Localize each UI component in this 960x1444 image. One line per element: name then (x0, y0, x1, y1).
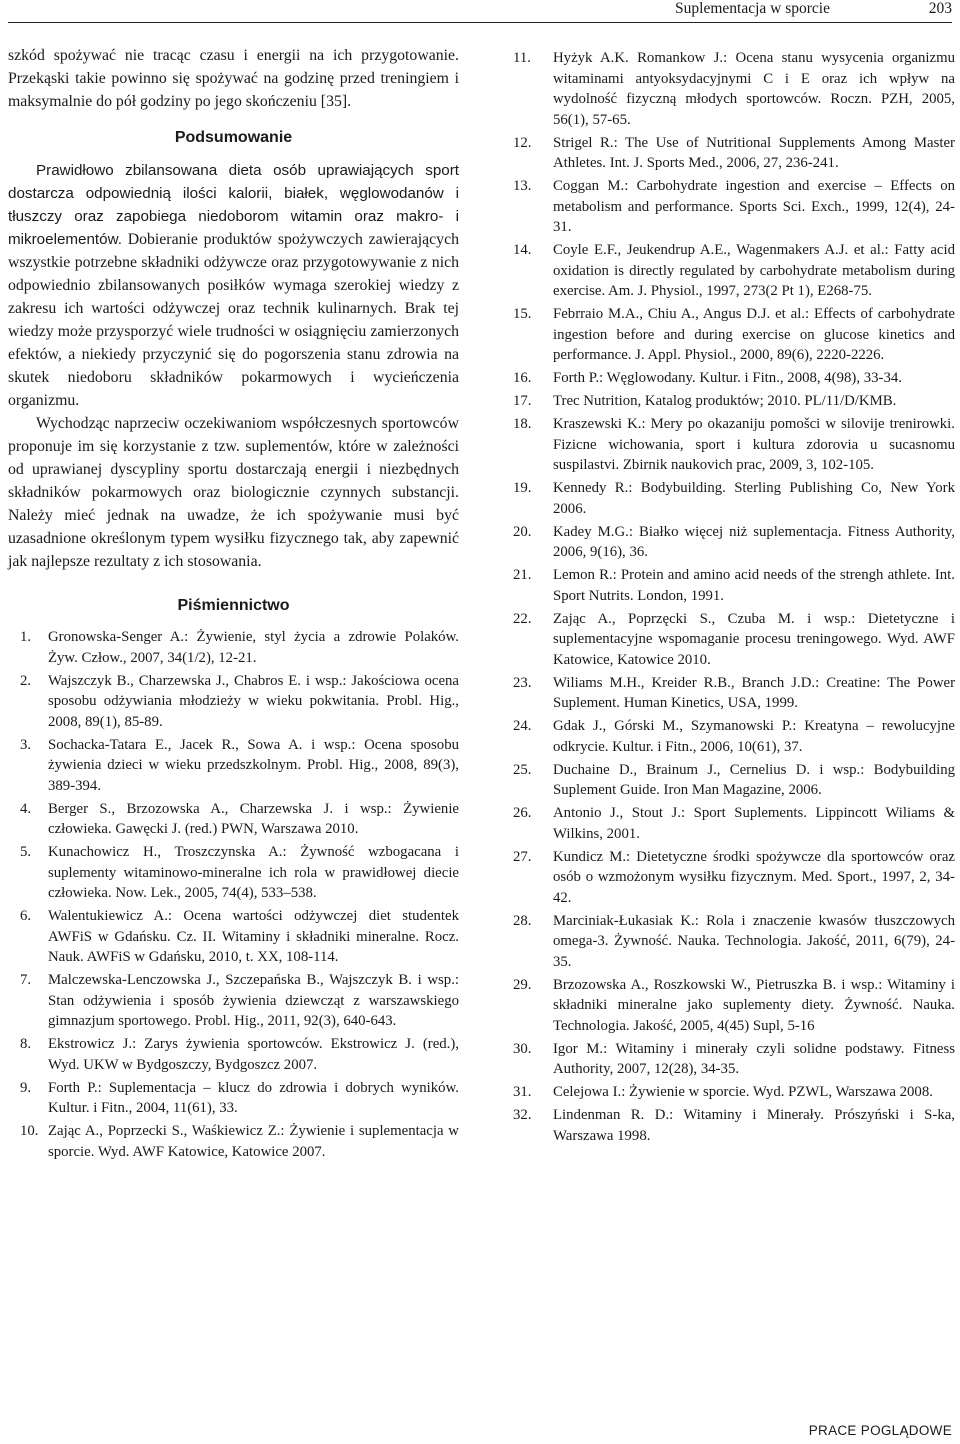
reference-number: 3. (20, 736, 32, 753)
reference-item (513, 975, 955, 1037)
reference-item (8, 799, 459, 840)
reference-item (8, 1121, 459, 1162)
reference-item (513, 240, 955, 302)
reference-item (513, 847, 955, 909)
reference-number: 24. (513, 718, 532, 734)
reference-number: 12. (513, 134, 532, 151)
reference-text: Zając A., Poprzecki S., Waśkiewicz Z.: Żywienie i suplementacja w sporcie. Wyd. AWF Katowice, Katowice 2007. (48, 1123, 459, 1160)
reference-item (513, 414, 955, 476)
reference-item (513, 803, 955, 844)
reference-text: Coggan M.: Carbohydrate ingestion and exercise – Effects on metabolism and performance. Sports Sci. Exch., 1999, 12(4), 24-31. (553, 178, 955, 235)
reference-number: 29. (513, 976, 532, 993)
reference-text: Igor M.: Witaminy i minerały czyli solidne podstawy. Fitness Authority, 2007, 12(28), 34-35. (553, 1040, 955, 1077)
summary-paragraph-1-sans: Prawidłowo zbilansowana dieta osób uprawiających sport dostarcza odpowiednią ilości kalorii, białek, węglowodanów i tłuszczy oraz zapobiega niedoborom witamin oraz makro- i mikroelementów. (8, 162, 459, 248)
intro-paragraph: szkód spożywać nie tracąc czasu i energii na ich przygotowanie. Przekąski takie powinno się spożywać na godzinę przed treningiem i maksymalnie do pół godziny po jego skończeniu [35]. (8, 47, 459, 110)
reference-number: 2. (20, 672, 32, 689)
reference-number: 1. (20, 629, 32, 645)
reference-item (513, 391, 955, 412)
reference-number: 19. (513, 480, 532, 496)
reference-text: Ekstrowicz J.: Zarys żywienia sportowców. Ekstrowicz J. (red.), Wyd. UKW w Bydgoszczy, Bydgoszcz 2007. (48, 1036, 459, 1073)
reference-item (513, 522, 955, 563)
reference-item (513, 1105, 955, 1146)
references-list-left (8, 627, 459, 1162)
reference-number: 27. (513, 848, 532, 865)
reference-item (513, 304, 955, 366)
reference-number: 22. (513, 610, 532, 627)
reference-text: Gronowska-Senger A.: Żywienie, styl życia a zdrowie Polaków. Żyw. Człow., 2007, 34(1/2), 12-21. (48, 629, 459, 666)
reference-text: Berger S., Brzozowska A., Charzewska J. i wsp.: Żywienie człowieka. Gawęcki J. (red.) PWN, Warszawa 2010. (48, 800, 459, 837)
reference-item (513, 478, 955, 519)
reference-number: 16. (513, 370, 532, 386)
reference-text: Forth P.: Węglowodany. Kultur. i Fitn., 2008, 4(98), 33-34. (553, 370, 902, 386)
reference-item (8, 671, 459, 733)
left-column (8, 44, 459, 1165)
reference-number: 23. (513, 674, 532, 691)
reference-number: 10. (20, 1123, 39, 1139)
reference-text: Kraszewski K.: Mery po okazaniju pomošci w silovije trenirowki. Fizicne wichowania, sport i kultura zdorovia u sucasnomu suspilastvi. Zbirnik naukovich prac, 2009, 3, 102-105. (553, 416, 955, 473)
reference-text: Febrraio M.A., Chiu A., Angus D.J. et al.: Effects of carbohydrate ingestion before and during exercise on glucose kinetics and performance. J. Appl. Physiol., 2000, 89(6), 2220-2226. (553, 306, 955, 363)
reference-number: 8. (20, 1036, 32, 1052)
page-header (0, 0, 960, 22)
reference-number: 21. (513, 567, 532, 583)
reference-text: Wajszczyk B., Charzewska J., Chabros E. i wsp.: Jakościowa ocena sposobu odżywiania młodzieży w wieku pokwitania. Probl. Hig., 2008, 89(1), 85-89. (48, 672, 459, 730)
reference-text: Gdak J., Górski M., Szymanowski P.: Kreatyna – rewolucyjne odkrycie. Kultur. i Fitn., 2006, 10(61), 37. (553, 718, 955, 755)
reference-number: 31. (513, 1084, 532, 1100)
reference-text: Brzozowska A., Roszkowski W., Pietruszka B. i wsp.: Witaminy i składniki mineralne jako suplementy diety. Żywność. Nauka. Technologia. Jakość, 2005, 4(45) Supl, 5-16 (553, 976, 955, 1034)
header-rule (8, 22, 952, 23)
reference-text: Lindenman R. D.: Witaminy i Minerały. Prószyński i S-ka, Warszawa 1998. (553, 1107, 955, 1144)
reference-text: Hyżyk A.K. Romankow J.: Ocena stanu wysycenia organizmu witaminami antyoksydacyjnymi C i E oraz ich wpływ na wydolność fizyczną młodych sportowców. Roczn. PZH, 2005, 56(1), 57-65. (553, 50, 955, 128)
reference-text: Kadey M.G.: Białko więcej niż suplementacja. Fitness Authority, 2006, 9(16), 36. (553, 523, 955, 560)
reference-item (8, 906, 459, 968)
summary-paragraph-1 (8, 159, 459, 412)
reference-number: 20. (513, 523, 532, 540)
reference-number: 11. (513, 50, 531, 66)
reference-number: 9. (20, 1079, 32, 1096)
footer-label: PRACE POGLĄDOWE (808, 1423, 952, 1438)
reference-item (513, 716, 955, 757)
reference-text: Antonio J., Stout J.: Sport Suplements. Lippincott Wiliams & Wilkins, 2001. (553, 805, 955, 842)
reference-number: 30. (513, 1040, 532, 1057)
reference-text: Trec Nutrition, Katalog produktów; 2010. PL/11/D/KMB. (553, 393, 897, 409)
references-heading: Piśmiennictwo (177, 597, 290, 614)
right-column (513, 48, 955, 1149)
reference-number: 25. (513, 761, 532, 778)
reference-number: 17. (513, 393, 532, 409)
reference-text: Celejowa I.: Żywienie w sporcie. Wyd. PZWL, Warszawa 2008. (553, 1084, 933, 1100)
reference-item (8, 970, 459, 1032)
reference-text: Walentukiewicz A.: Ocena wartości odżywczej diet studentek AWFiS w Gdańsku. Cz. II. Witaminy i składniki mineralne. Rocz. Nauk. AWFiS w Gdańsku, 2010, t. XX, 108-114. (48, 908, 459, 965)
reference-number: 5. (20, 844, 32, 860)
reference-text: Malczewska-Lenczowska J., Szczepańska B., Wajszczyk B. i wsp.: Stan odżywienia i sposób żywienia dziewcząt z warszawskiego gimnazjum sportowego. Probl. Hig., 2011, 92(3), 640-643. (48, 972, 459, 1029)
reference-text: Forth P.: Suplementacja – klucz do zdrowia i dobrych wyników. Kultur. i Fitn., 2004, 11(61), 33. (48, 1079, 459, 1116)
reference-item (8, 627, 459, 668)
reference-text: Kunachowicz H., Troszczynska A.: Żywność wzbogacana i suplementy witaminowo-mineralne ich rola w prawidłowej diecie człowieka. Now. Lek., 2005, 74(4), 533–538. (48, 844, 459, 901)
reference-item (8, 735, 459, 797)
reference-text: Kennedy R.: Bodybuilding. Sterling Publishing Co, New York 2006. (553, 480, 955, 517)
reference-number: 15. (513, 306, 532, 322)
reference-text: Sochacka-Tatara E., Jacek R., Sowa A. i wsp.: Ocena sposobu żywienia dzieci w wieku przedszkolnym. Probl. Hig., 2008, 89(3), 389-394. (48, 736, 459, 794)
reference-text: Marciniak-Łukasiak K.: Rola i znaczenie kwasów tłuszczowych omega-3. Żywność. Nauka. Technologia. Jakość, 2011, 6(79), 24-35. (553, 912, 955, 970)
reference-item (513, 368, 955, 389)
summary-heading: Podsumowanie (174, 129, 293, 146)
reference-item (513, 1082, 955, 1103)
reference-number: 13. (513, 178, 532, 194)
reference-item (8, 1078, 459, 1119)
page-number: 203 (928, 0, 952, 17)
reference-text: Lemon R.: Protein and amino acid needs of the strengh athlete. Int. Sport Nutrits. London, 1991. (553, 567, 955, 604)
reference-text: Wiliams M.H., Kreider R.B., Branch J.D.: Creatine: The Power Suplement. Human Kinetics, USA, 1999. (553, 674, 955, 711)
reference-item (513, 565, 955, 606)
reference-item (513, 133, 955, 174)
reference-item (8, 1034, 459, 1075)
reference-number: 18. (513, 416, 532, 432)
reference-text: Strigel R.: The Use of Nutritional Supplements Among Master Athletes. Int. J. Sports Med., 2006, 27, 236-241. (553, 134, 955, 171)
reference-text: Zając A., Poprzęcki S., Czuba M. i wsp.: Dietetyczne i suplementacyjne wspomaganie procesu treningowego. Wyd. AWF Katowice, Katowice 2010. (553, 610, 955, 668)
references-list-right (513, 48, 955, 1146)
reference-item (513, 1039, 955, 1080)
reference-text: Duchaine D., Brainum J., Cernelius D. i wsp.: Bodybuilding Suplement Guide. Iron Man Magazine, 2006. (553, 761, 955, 798)
reference-number: 28. (513, 912, 532, 929)
reference-item (513, 609, 955, 671)
reference-number: 14. (513, 242, 532, 258)
summary-paragraph-1-serif: Dobieranie produktów spożywczych zawierających wszystkie potrzebne składniki odżywcze oraz przygotowywanie z nich odpowiednio zbilansowanych posiłków wymaga szerokiej wiedzy z zakresu ich wartości odżywczej oraz technik kulinarnych. Brak tej wiedzy może przysporzyć wiele trudności w osiągnięciu zamierzonych efektów, a niekiedy przyczynić się do pogorszenia stanu zdrowia na skutek niedoboru składników pokarmowych i wycieńczenia organizmu. (8, 231, 459, 409)
running-title: Suplementacja w sporcie (675, 0, 830, 17)
reference-item (513, 760, 955, 801)
reference-item (8, 842, 459, 904)
reference-item (513, 48, 955, 130)
summary-paragraph-2: Wychodząc naprzeciw oczekiwaniom współczesnych sportowców proponuje im się korzystanie z tzw. suplementów, które w zależności od uprawianej dyscypliny sportu dostarczają energii i niezbędnych składników pokarmowych oraz biologicznie czynnych substancji. Należy mieć jednak na uwadze, że ich spożywanie musi być uzasadnione określonym typem wysiłku fizycznego tak, aby zapewnić jak najlepsze rezultaty z ich stosowania. (8, 415, 459, 570)
reference-number: 4. (20, 800, 32, 817)
reference-text: Coyle E.F., Jeukendrup A.E., Wagenmakers A.J. et al.: Fatty acid oxidation is directly regulated by carbohydrate metabolism during exercise. Am. J. Physiol., 1997, 273(2 Pt 1), E268-75. (553, 242, 955, 299)
reference-number: 6. (20, 908, 32, 924)
reference-item (513, 176, 955, 238)
reference-item (513, 911, 955, 973)
reference-item (513, 673, 955, 714)
reference-number: 7. (20, 972, 32, 988)
reference-number: 26. (513, 805, 532, 821)
reference-text: Kundicz M.: Dietetyczne środki spożywcze dla sportowców oraz osób o wzmożonym wysiłku fizycznym. Med. Sport., 1997, 2, 34-42. (553, 848, 955, 906)
reference-number: 32. (513, 1107, 532, 1123)
